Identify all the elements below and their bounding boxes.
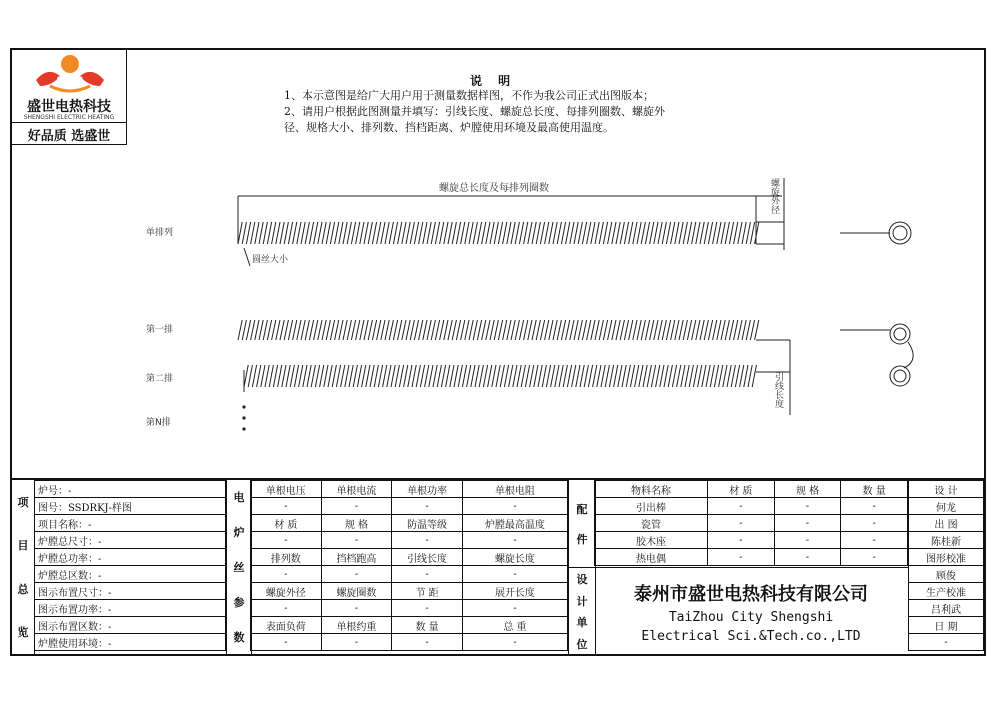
logo-name: 盛世电热科技 bbox=[27, 99, 111, 115]
company-block bbox=[594, 567, 908, 655]
wire-leader bbox=[244, 248, 250, 266]
coil-turns bbox=[244, 365, 756, 387]
slogan: 好品质 选盛世 bbox=[12, 122, 126, 145]
outer-diameter-label: 螺旋外径 bbox=[769, 178, 779, 214]
param-table: 单根电压 单根电流 单根功率 单根电阻 - - - - 材 质 规 格 防温等级 炉膛最高温度 - - - - 排列数 挡档跑高 引线长度 螺旋长度 - - - - 螺旋外径 螺旋圈数 节 距 展开长度 - - - - 表面负荷 单根约重 数 量 总 重 - - - - bbox=[250, 480, 568, 651]
note-line-3: 径、规格大小、排列数、挡档距离、炉膛使用环境及最高使用温度。 bbox=[284, 121, 614, 134]
param-section-label: 电 炉 丝 参 数 bbox=[226, 480, 252, 654]
second-row-coil bbox=[244, 365, 756, 387]
company-name-en-2: Electrical Sci.&Tech.co.,LTD bbox=[641, 628, 861, 644]
single-row-coil bbox=[238, 222, 759, 244]
summary-table: 炉号：- 图号：SSDRKJ-样图 项目名称：- 炉膛总尺寸：- 炉膛总功率：- 炉膛总区数：- 图示布置尺寸：- 图示布置功率：- 图示布置区数：- 炉膛使用环境：- bbox=[34, 480, 226, 651]
summary-section-label: 项 目 总 览 bbox=[12, 480, 35, 654]
note-line-2: 2、请用户根据此图测量并填写：引线长度、螺旋总长度、每排列圈数、螺旋外 bbox=[284, 105, 665, 118]
row-n-label: 第N排 bbox=[146, 418, 171, 428]
wire-size-label: 圆丝大小 bbox=[252, 255, 289, 265]
note-line-1: 1、本示意图是给广大用户用于测量数据样图，不作为我公司正式出图版本； bbox=[284, 89, 654, 102]
signoff-table: 设 计 何龙 出 图 陈桂新 图形校准 顾俊 生产校准 吕利武 日 期 - bbox=[908, 480, 984, 651]
row-single-label: 单排列 bbox=[146, 228, 174, 238]
company-name-en-1: TaiZhou City Shengshi bbox=[668, 609, 834, 625]
company-name-cn: 泰州市盛世电热科技有限公司 bbox=[634, 583, 868, 605]
lead-length-label: 引线长度 bbox=[773, 372, 783, 408]
row-first-label: 第一排 bbox=[146, 325, 174, 335]
end-view-double-icon bbox=[890, 324, 910, 344]
notes-title: 说 明 bbox=[470, 74, 517, 88]
parts-section-label: 配 件 bbox=[568, 480, 596, 567]
coil-turns bbox=[238, 320, 759, 340]
top-dimension-label: 螺旋总长度及每排列圈数 bbox=[439, 183, 549, 194]
logo-mark: SSDR bbox=[56, 76, 84, 86]
parts-table: 物料名称 材 质 规 格 数 量 引出棒 - - - 瓷管 - - - 胶木座 - - - 热电偶 - - - bbox=[594, 480, 908, 566]
row-second-label: 第二排 bbox=[146, 374, 174, 384]
logo-subtitle: SHENGSHI ELECTRIC HEATING bbox=[23, 114, 115, 121]
company-section-label: 设 计 单 位 bbox=[568, 567, 596, 655]
end-view-single-icon bbox=[889, 222, 911, 244]
first-row-coil bbox=[238, 320, 759, 340]
coil-turns bbox=[238, 222, 759, 244]
